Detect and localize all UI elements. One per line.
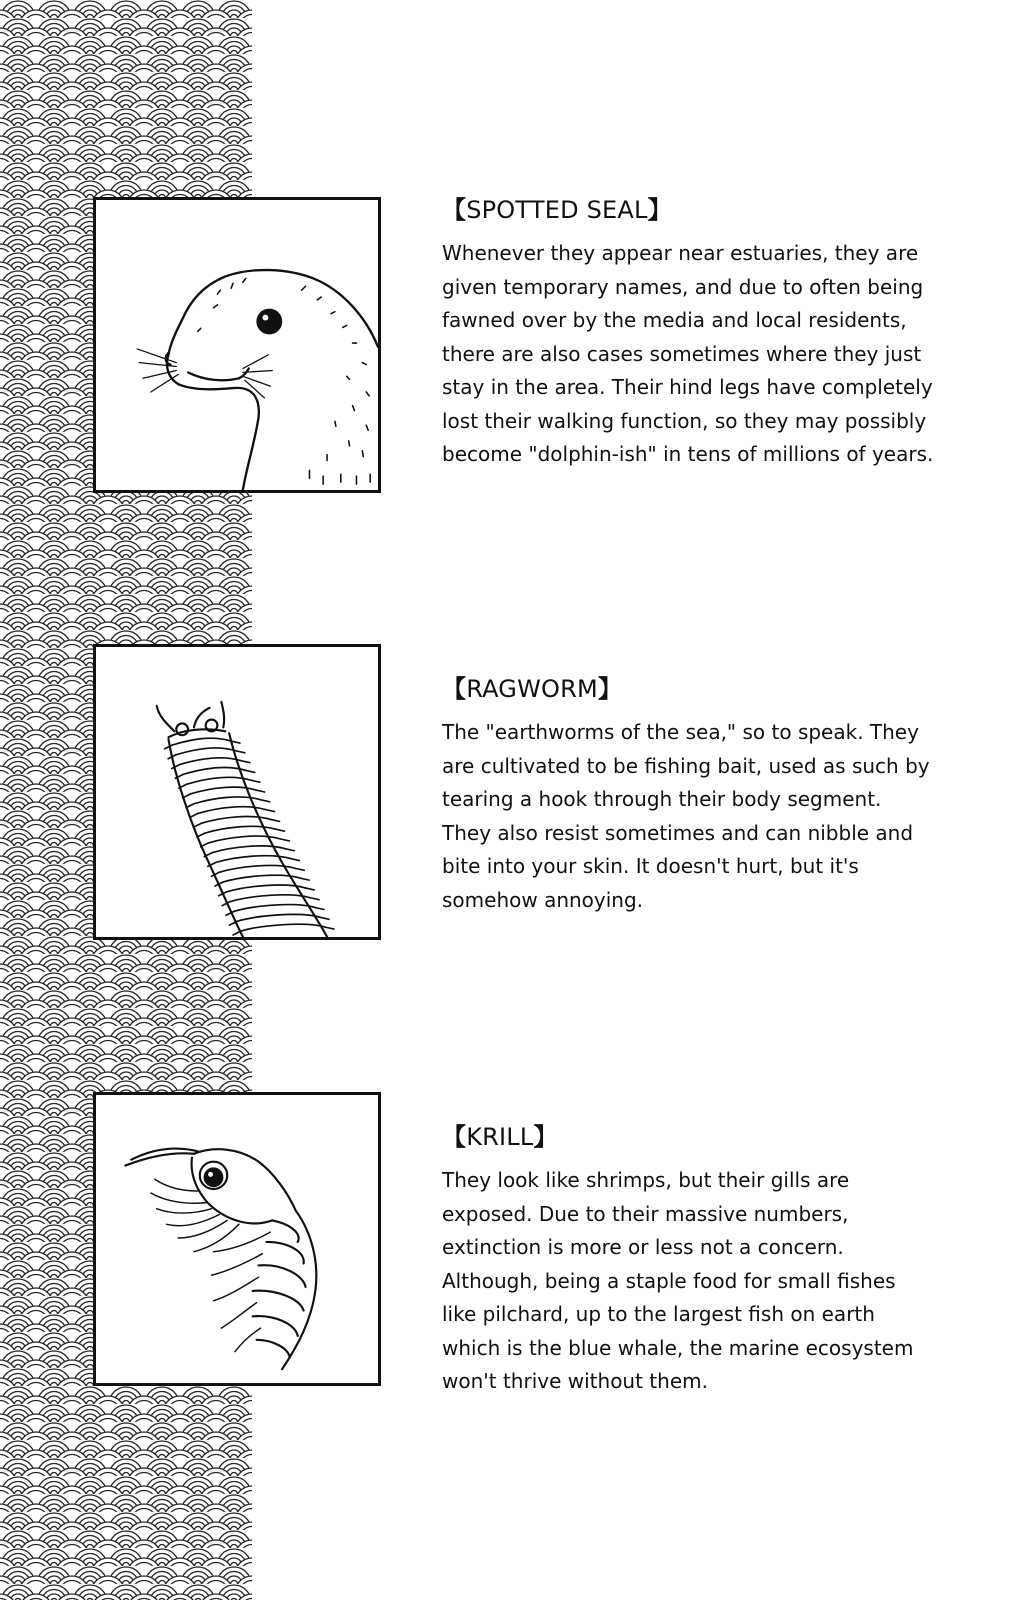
spotted-seal-entry <box>442 195 982 472</box>
ragworm-bristle <box>325 927 334 929</box>
ragworm-bristle <box>246 770 255 772</box>
ragworm-bristle <box>290 859 299 861</box>
spotted-seal-illustration-icon <box>96 200 378 490</box>
ragworm-bristle <box>190 814 198 818</box>
spotted-seal-description: Whenever they appear near estuaries, they are given temporary names, and due to often being fawned over by the media and local residents, there are also cases sometimes where they just stay in the area. Their hind legs have completely lost their walking function, so they may possibly become "dolphin-ish" in tens of millions of years. <box>442 241 934 466</box>
ragworm-bristle <box>233 931 241 935</box>
spotted-seal-panel <box>93 197 381 493</box>
ragworm-entry <box>442 674 982 917</box>
ragworm-bristle <box>286 849 295 851</box>
ragworm-segment <box>230 895 310 902</box>
ragworm-bristle <box>281 839 290 841</box>
ragworm-bristle <box>300 878 309 880</box>
ragworm-segment <box>183 768 246 775</box>
ragworm-segment <box>241 924 325 931</box>
ragworm-bristle <box>193 823 201 827</box>
ragworm-segment <box>190 787 255 794</box>
ragworm-bristle <box>320 917 329 919</box>
ragworm-segment <box>219 865 295 872</box>
ragworm-bristle <box>271 819 280 821</box>
ragworm-segment <box>176 748 236 755</box>
entry-title <box>442 1122 982 1152</box>
krill-illustration-icon <box>96 1095 378 1383</box>
ragworm-bristle <box>251 780 260 782</box>
entry-title <box>442 674 982 704</box>
spotted-seal-title: SPOTTED SEAL <box>466 196 648 224</box>
krill-entry <box>442 1122 982 1399</box>
ragworm-bristle <box>315 908 324 910</box>
ragworm-bristle <box>261 800 270 802</box>
ragworm-description: The "earthworms of the sea," so to speak. They are cultivated to be fishing bait, used as such by tearing a hook through their body segment. They also resist sometimes and can nibble and bite into your skin. It doesn't hurt, but it's somehow annoying. <box>442 720 930 912</box>
ragworm-bristle <box>236 751 245 753</box>
ragworm-segment <box>180 758 241 765</box>
entry-title <box>442 195 982 225</box>
krill-panel <box>93 1092 381 1386</box>
ragworm-bristle <box>305 888 314 890</box>
ragworm-bristle <box>241 761 250 763</box>
ragworm-segment <box>234 905 316 912</box>
ragworm-title: RAGWORM <box>466 675 598 703</box>
title-bracket-open: 【 <box>442 1123 467 1151</box>
ragworm-bristle <box>276 829 285 831</box>
ragworm-segment <box>223 875 301 882</box>
title-bracket-close: 】 <box>647 196 672 224</box>
title-bracket-open: 【 <box>442 675 467 703</box>
ragworm-panel <box>93 644 381 940</box>
title-bracket-open: 【 <box>442 196 467 224</box>
krill-title: KRILL <box>466 1123 534 1151</box>
ragworm-segment <box>172 738 231 745</box>
ragworm-bristle <box>197 833 205 837</box>
ragworm-segment <box>187 777 251 784</box>
ragworm-bristle <box>310 898 319 900</box>
krill-description: They look like shrimps, but their gills are exposed. Due to their massive numbers, extinction is more or less not a concern. Although, being a staple food for small fishes like pilchard, up to the largest fish on earth which is the blue whale, the marine ecosystem won't thrive without them. <box>442 1168 914 1393</box>
ragworm-segment <box>237 914 320 921</box>
ragworm-illustration-icon <box>96 647 378 937</box>
ragworm-segment <box>226 885 305 892</box>
title-bracket-close: 】 <box>533 1123 558 1151</box>
ragworm-bristle <box>186 804 194 808</box>
title-bracket-close: 】 <box>597 675 623 703</box>
ragworm-bristle <box>295 868 304 870</box>
ragworm-bristle <box>266 810 275 812</box>
ragworm-bristle <box>256 790 265 792</box>
